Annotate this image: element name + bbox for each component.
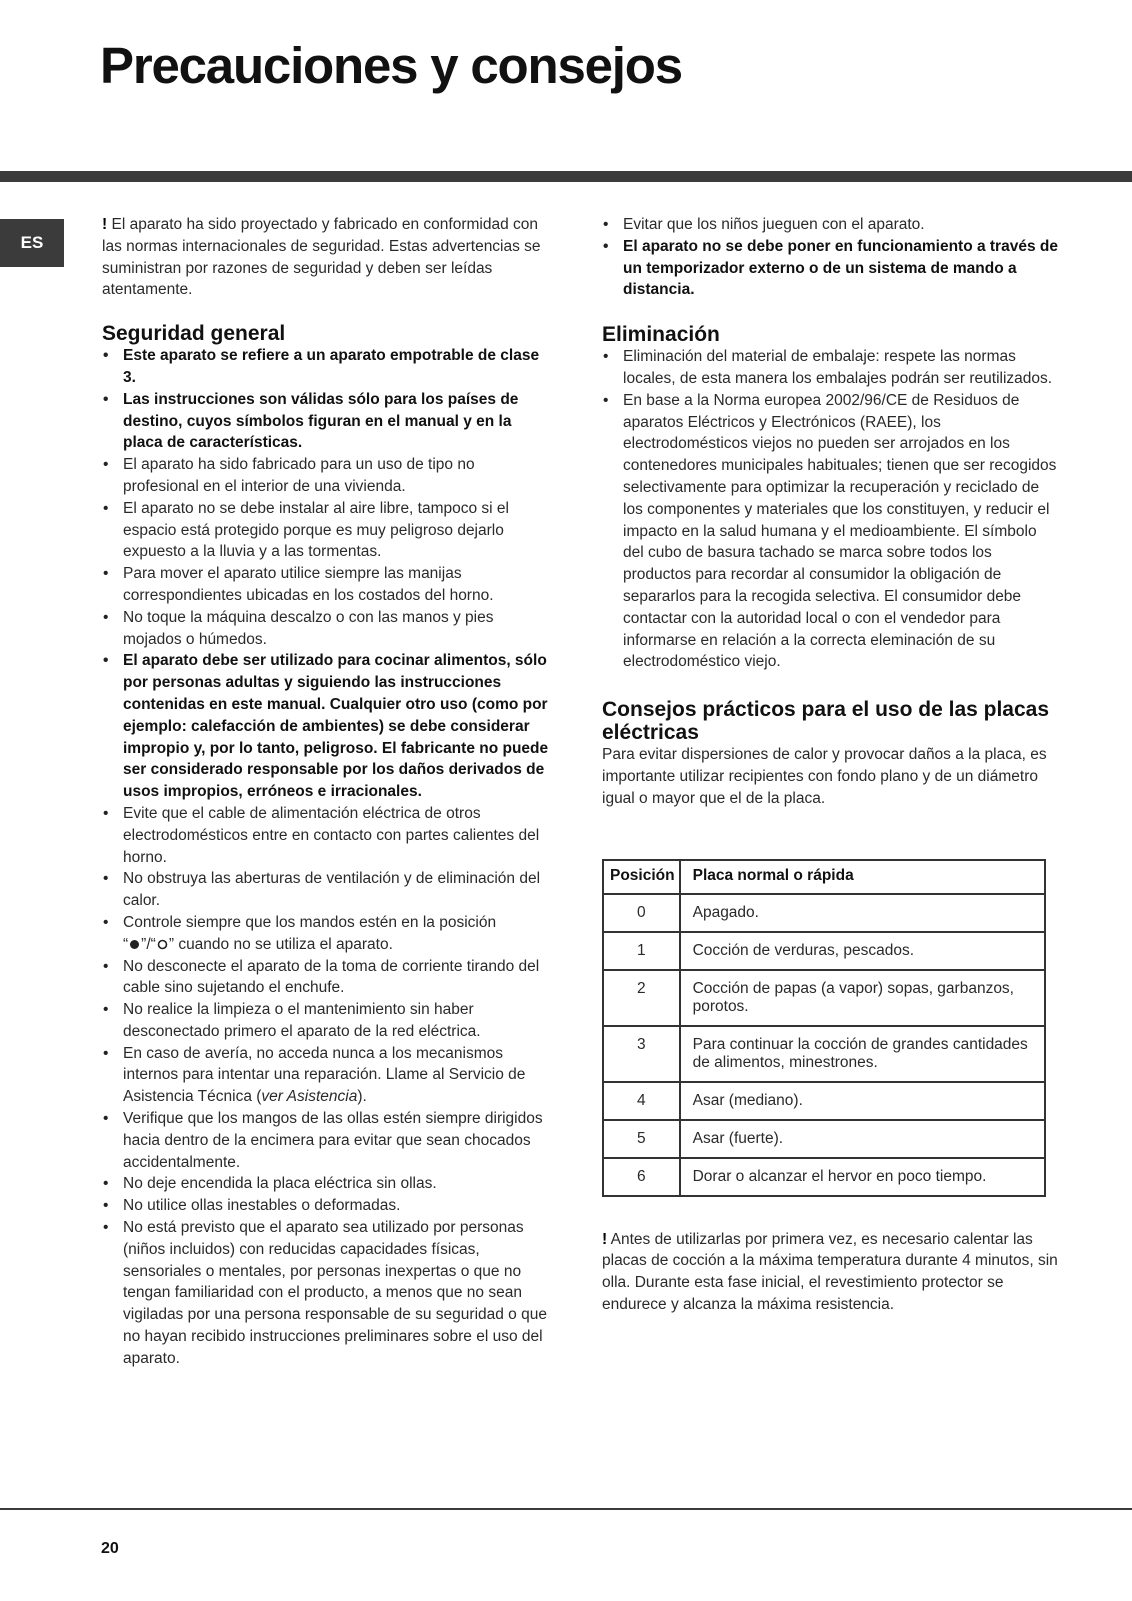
page-title: Precauciones y consejos xyxy=(100,37,682,94)
first-use-note-text: Antes de utilizarlas por primera vez, es necesario calentar las placas de cocción a la máxima temperatura durante 4 minutos, sin olla. Durante esta fase inicial, el revestimiento protector se endurece y alcanza la máxima resistencia. xyxy=(602,1230,1058,1313)
position-cell: 4 xyxy=(603,1082,680,1120)
list-item: • Evite que el cable de alimentación eléctrica de otros electrodomésticos entre en contacto con partes calientes del horno. xyxy=(102,803,550,868)
list-item: • El aparato no se debe instalar al aire libre, tampoco si el espacio está protegido porque es muy peligroso dejarlo expuesto a la lluvia y a las tormentas. xyxy=(102,498,550,563)
averia-text-before: En caso de avería, no acceda nunca a los mecanismos internos para intentar una reparación. Llame al Servicio de Asistencia Técnica ( xyxy=(123,1044,526,1106)
section-heading-eliminacion: Eliminación xyxy=(602,323,720,347)
position-cell: 0 xyxy=(603,894,680,932)
section-heading-consejos: Consejos prácticos para el uso de las placas eléctricas xyxy=(602,698,1050,745)
filled-circle-icon xyxy=(129,939,140,950)
warning-mark: ! xyxy=(602,1230,608,1248)
description-cell: Dorar o alcanzar el hervor en poco tiempo. xyxy=(680,1158,1045,1196)
list-item: • Este aparato se refiere a un aparato empotrable de clase 3. xyxy=(102,345,550,389)
list-item: • El aparato no se debe poner en funcionamiento a través de un temporizador externo o de un sistema de mando a distancia. xyxy=(602,236,1058,301)
list-item: • No utilice ollas inestables o deformadas. xyxy=(102,1195,550,1217)
list-item: • Eliminación del material de embalaje: respete las normas locales, de esta manera los embalajes podrán ser reutilizados. xyxy=(602,346,1058,390)
list-item: • No obstruya las aberturas de ventilación y de eliminación del calor. xyxy=(102,868,550,912)
intro-paragraph xyxy=(102,214,550,301)
hollow-circle-icon xyxy=(157,939,168,950)
table-row xyxy=(603,1026,1045,1082)
list-item: • Evitar que los niños jueguen con el aparato. xyxy=(602,214,1058,236)
list-item: • Las instrucciones son válidas sólo para los países de destino, cuyos símbolos figuran en el manual y en la placa de características. xyxy=(102,389,550,454)
warning-mark: ! xyxy=(102,216,108,233)
table-row xyxy=(603,970,1045,1026)
quote-open: “ xyxy=(150,935,156,953)
list-item: • No deje encendida la placa eléctrica sin ollas. xyxy=(102,1173,550,1195)
slash: / xyxy=(146,935,151,953)
list-item-averia xyxy=(102,1043,550,1108)
list-item: • En base a la Norma europea 2002/96/CE de Residuos de aparatos Eléctricos y Electrónicos (RAEE), los electrodomésticos viejos no pueden ser arrojados en los contenedores municipales habituales; tienen que ser recogidos selectivamente para optimizar la recuperación y reciclado de los componentes y materiales que los constituyen, y reducir el impacto en la salud humana y el medioambiente. El símbolo del cubo de basura tachado se marca sobre todos los productos para recordar al consumidor la obligación de separarlos para la recogida selectiva. El consumidor debe contactar con la autoridad local o con el vendedor para informarse en relación a la correcta eleminación de su electrodoméstico viejo. xyxy=(602,390,1058,673)
position-cell: 6 xyxy=(603,1158,680,1196)
eliminacion-list xyxy=(602,346,1058,673)
list-item: • El aparato ha sido fabricado para un uso de tipo no profesional en el interior de una vivienda. xyxy=(102,454,550,498)
description-cell: Asar (mediano). xyxy=(680,1082,1045,1120)
list-item: • Verifique que los mangos de las ollas estén siempre dirigidos hacia dentro de la encimera para evitar que sean chocados accidentalmente. xyxy=(102,1108,550,1173)
children-timer-list xyxy=(602,214,1058,301)
description-cell: Para continuar la cocción de grandes cantidades de alimentos, minestrones. xyxy=(680,1026,1045,1082)
description-cell: Apagado. xyxy=(680,894,1045,932)
column-header-posicion: Posición xyxy=(603,860,680,894)
list-item: • El aparato debe ser utilizado para cocinar alimentos, sólo por personas adultas y siguiendo las instrucciones contenidas en este manual. Cualquier otro uso (como por ejemplo: calefacción de ambientes) se debe considerar impropio y, por lo tanto, peligroso. El fabricante no puede ser considerado responsable por los daños derivados de usos impropios, erróneos e irracionales. xyxy=(102,650,550,803)
language-tab: ES xyxy=(0,219,64,267)
table-row xyxy=(603,1120,1045,1158)
averia-text-after: ). xyxy=(357,1088,367,1106)
list-item-knob-position xyxy=(102,912,550,956)
seguridad-list xyxy=(102,345,550,1369)
footer-divider xyxy=(0,1508,1132,1510)
table-header-row xyxy=(603,860,1045,894)
right-column xyxy=(602,214,1058,1316)
description-cell: Cocción de papas (a vapor) sopas, garbanzos, porotos. xyxy=(680,970,1045,1026)
section-heading-seguridad: Seguridad general xyxy=(102,322,286,346)
position-cell: 3 xyxy=(603,1026,680,1082)
knob-text-after: cuando no se utiliza el aparato. xyxy=(178,935,393,953)
page-number: 20 xyxy=(101,1540,119,1557)
description-cell: Asar (fuerte). xyxy=(680,1120,1045,1158)
quote-close: ” xyxy=(141,935,147,953)
position-cell: 1 xyxy=(603,932,680,970)
position-cell: 2 xyxy=(603,970,680,1026)
consejos-paragraph: Para evitar dispersiones de calor y provocar daños a la placa, es importante utilizar recipientes con fondo plano y de un diámetro igual o mayor que el de la placa. xyxy=(602,746,1047,807)
table-row xyxy=(603,1158,1045,1196)
header-divider xyxy=(0,171,1132,182)
position-cell: 5 xyxy=(603,1120,680,1158)
description-cell: Cocción de verduras, pescados. xyxy=(680,932,1045,970)
knob-text-before: Controle siempre que los mandos estén en la posición xyxy=(123,913,497,931)
table-row xyxy=(603,1082,1045,1120)
left-column xyxy=(102,214,550,1370)
intro-text: El aparato ha sido proyectado y fabricado en conformidad con las normas internacionales de seguridad. Estas advertencias se suministran por razones de seguridad y deben ser leídas atentamente. xyxy=(102,216,541,299)
list-item: • No toque la máquina descalzo o con las manos y pies mojados o húmedos. xyxy=(102,607,550,651)
quote-open: “ xyxy=(123,935,129,953)
column-header-placa: Placa normal o rápida xyxy=(680,860,1045,894)
positions-table xyxy=(602,859,1046,1197)
list-item: • Para mover el aparato utilice siempre las manijas correspondientes ubicadas en los costados del horno. xyxy=(102,563,550,607)
averia-reference: ver Asistencia xyxy=(261,1088,358,1106)
list-item: • No está previsto que el aparato sea utilizado por personas (niños incluidos) con reducidas capacidades físicas, sensoriales o mentales, por personas inexpertas o que no tengan familiaridad con el producto, a menos que no sean vigiladas por una persona responsable de su seguridad o que no hayan recibido instrucciones preliminares sobre el uso del aparato. xyxy=(102,1217,550,1370)
table-row xyxy=(603,894,1045,932)
table-row xyxy=(603,932,1045,970)
first-use-note xyxy=(602,1229,1058,1316)
quote-close: ” xyxy=(168,935,174,953)
list-item: • No realice la limpieza o el mantenimiento sin haber desconectado primero el aparato de la red eléctrica. xyxy=(102,999,550,1043)
list-item: • No desconecte el aparato de la toma de corriente tirando del cable sino sujetando el enchufe. xyxy=(102,956,550,1000)
